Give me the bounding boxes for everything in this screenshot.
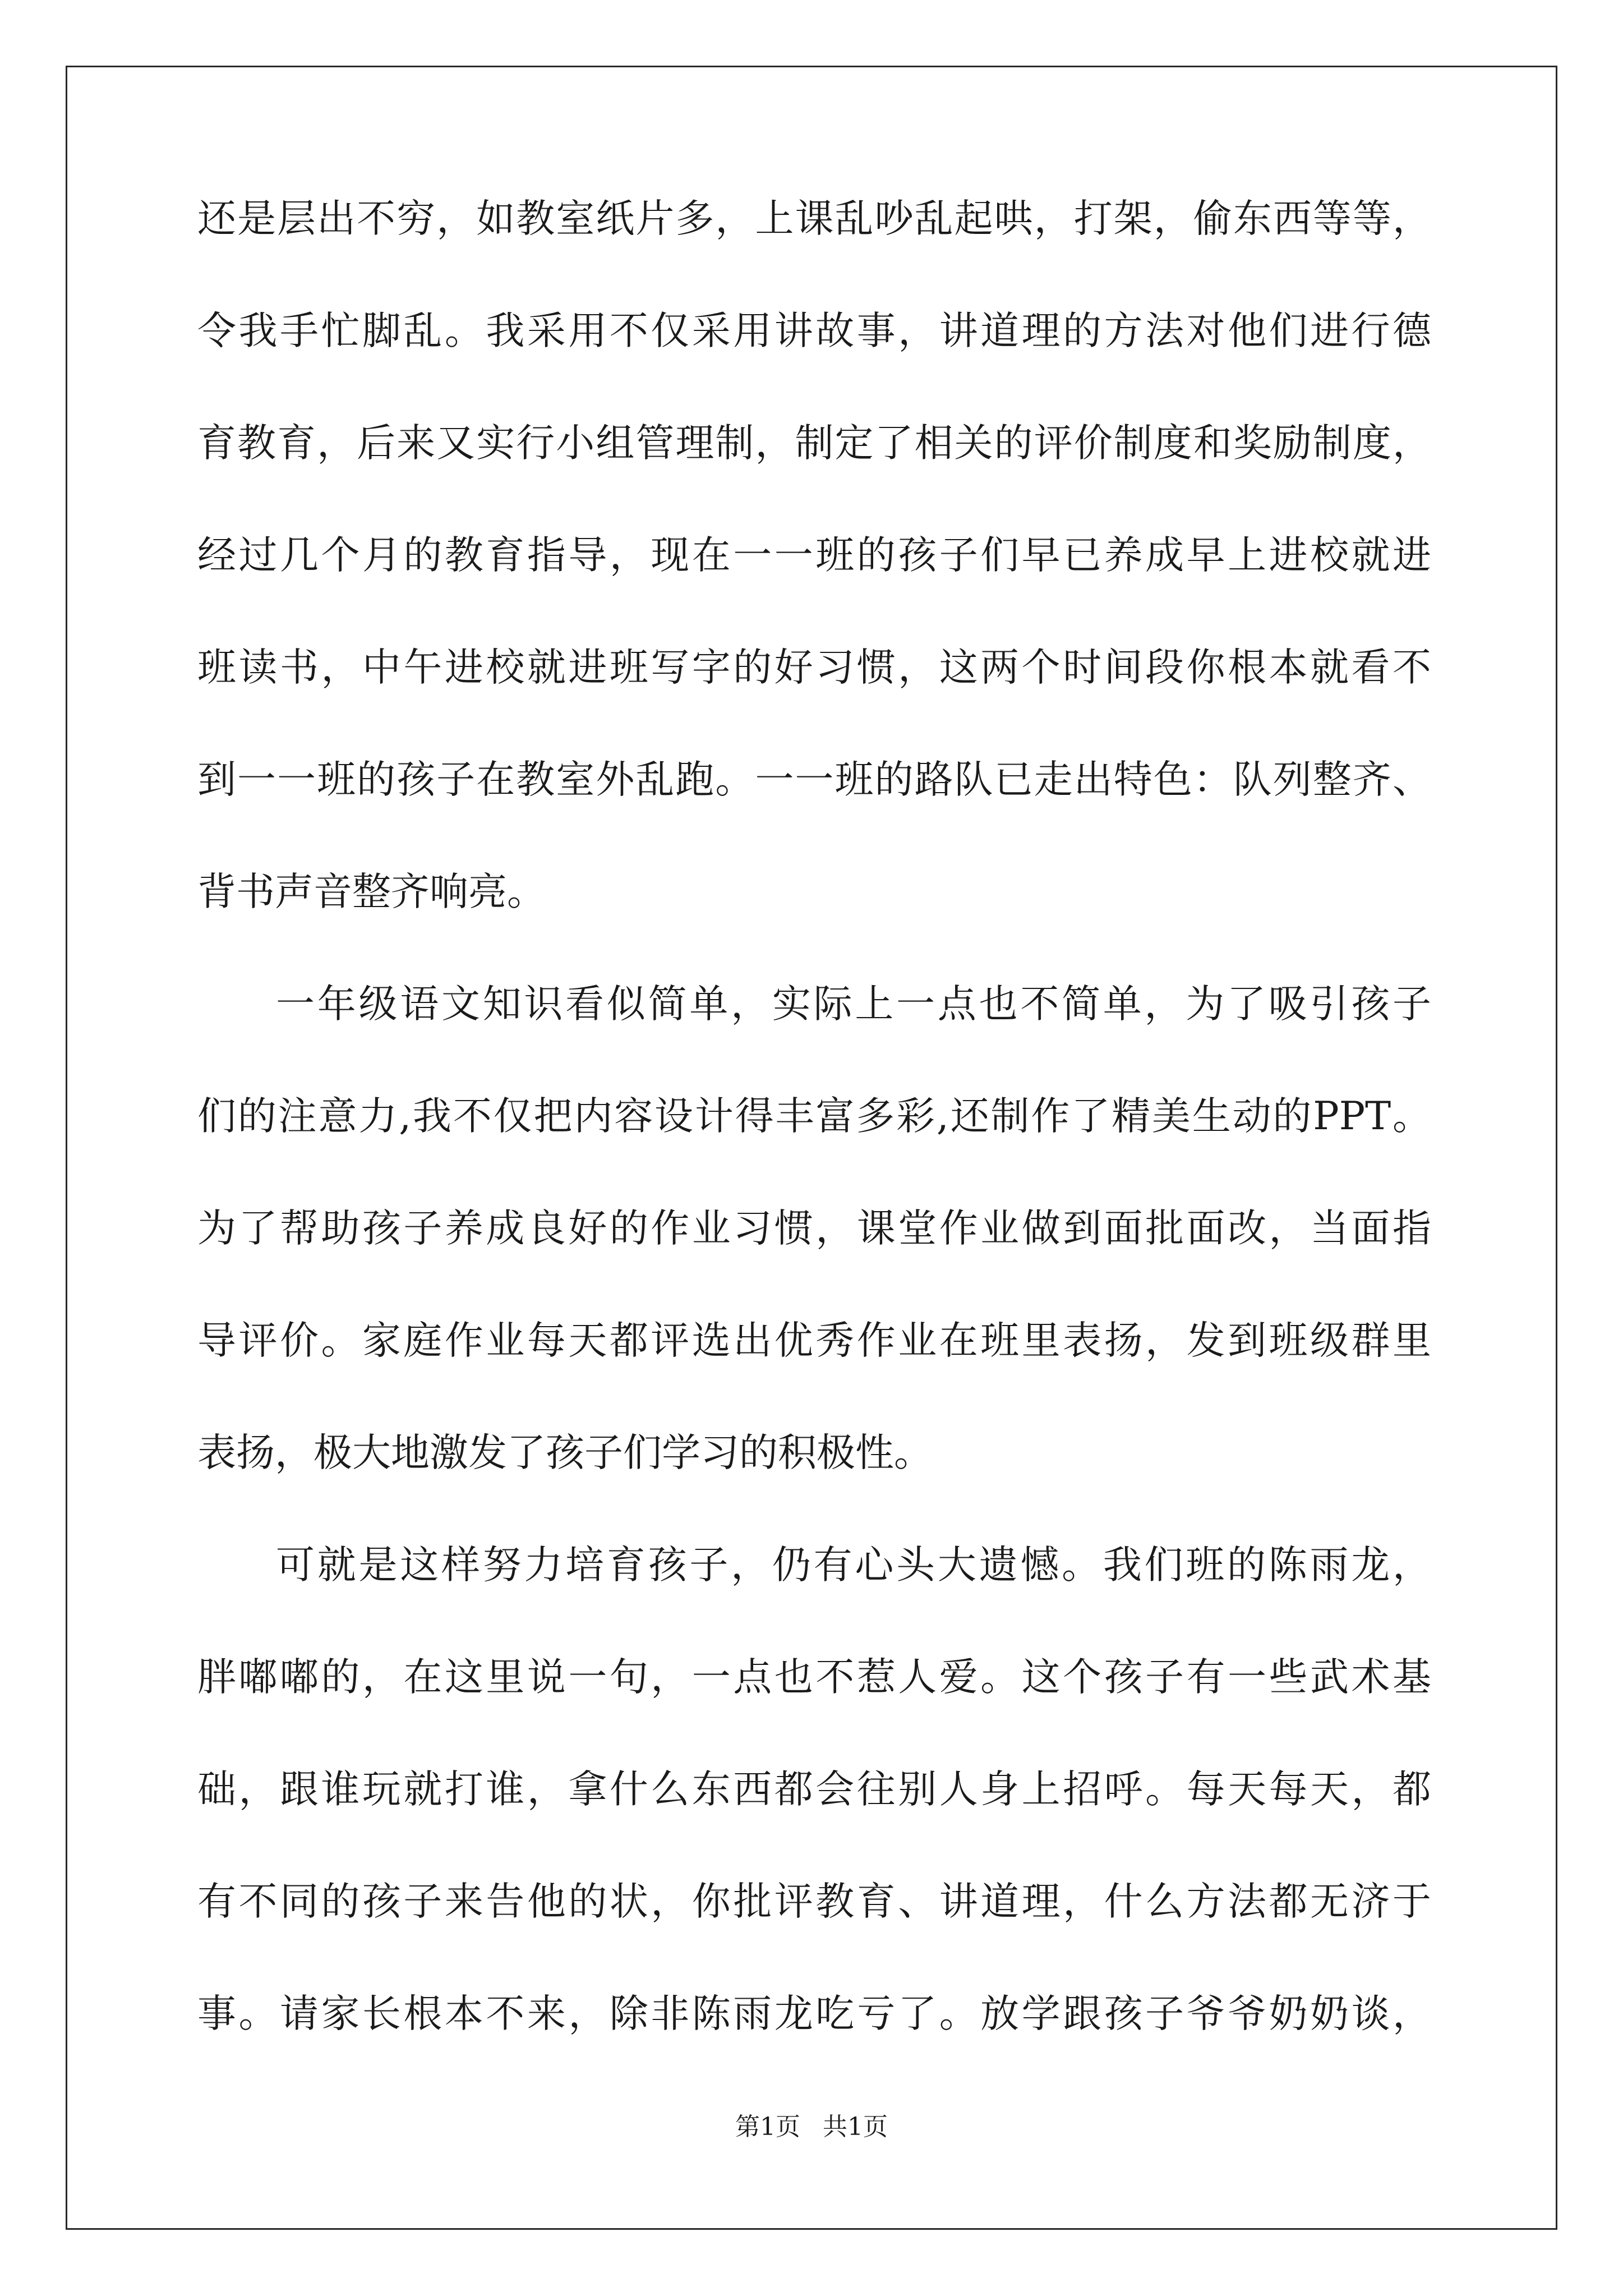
- page-footer: [0, 2110, 1623, 2144]
- text-line: 导评价。家庭作业每天都评选出优秀作业在班里表扬，发到班级群里: [197, 1318, 1431, 1363]
- text-line: 到一一班的孩子在教室外乱跑。一一班的路队已走出特色：队列整齐、: [197, 757, 1431, 802]
- text-line: 育教育，后来又实行小组管理制，制定了相关的评价制度和奖励制度，: [197, 421, 1431, 466]
- page-number-current: 第1页: [735, 2113, 800, 2141]
- text-line: 表扬，极大地激发了孩子们学习的积极性。: [197, 1430, 933, 1475]
- text-line: 们的注意力,我不仅把内容设计得丰富多彩,还制作了精美生动的PPT。: [197, 1094, 1431, 1139]
- document-body: [197, 191, 1431, 2098]
- text-line: 础，跟谁玩就打谁，拿什么东西都会往别人身上招呼。每天每天，都: [197, 1767, 1431, 1812]
- paragraph-start-line: 一年级语文知识看似简单，实际上一点也不简单，为了吸引孩子: [276, 982, 1431, 1027]
- page-number-total: 共1页: [823, 2113, 888, 2141]
- text-line: 还是层出不穷，如教室纸片多，上课乱吵乱起哄，打架，偷东西等等，: [197, 196, 1431, 241]
- text-line: 胖嘟嘟的，在这里说一句，一点也不惹人爱。这个孩子有一些武术基: [197, 1655, 1431, 1700]
- text-line: 为了帮助孩子养成良好的作业习惯，课堂作业做到面批面改，当面指: [197, 1206, 1431, 1251]
- text-line: 有不同的孩子来告他的状，你批评教育、讲道理，什么方法都无济于: [197, 1879, 1431, 1924]
- text-line: 事。请家长根本不来，除非陈雨龙吃亏了。放学跟孩子爷爷奶奶谈，: [197, 1991, 1431, 2036]
- text-line: 班读书，中午进校就进班写字的好习惯，这两个时间段你根本就看不: [197, 645, 1431, 690]
- paragraph-start-line: 可就是这样努力培育孩子，仍有心头大遗憾。我们班的陈雨龙，: [276, 1543, 1431, 1588]
- text-line: 背书声音整齐响亮。: [197, 869, 546, 914]
- text-line: 经过几个月的教育指导，现在一一班的孩子们早已养成早上进校就进: [197, 533, 1431, 578]
- text-line: 令我手忙脚乱。我采用不仅采用讲故事，讲道理的方法对他们进行德: [197, 309, 1431, 353]
